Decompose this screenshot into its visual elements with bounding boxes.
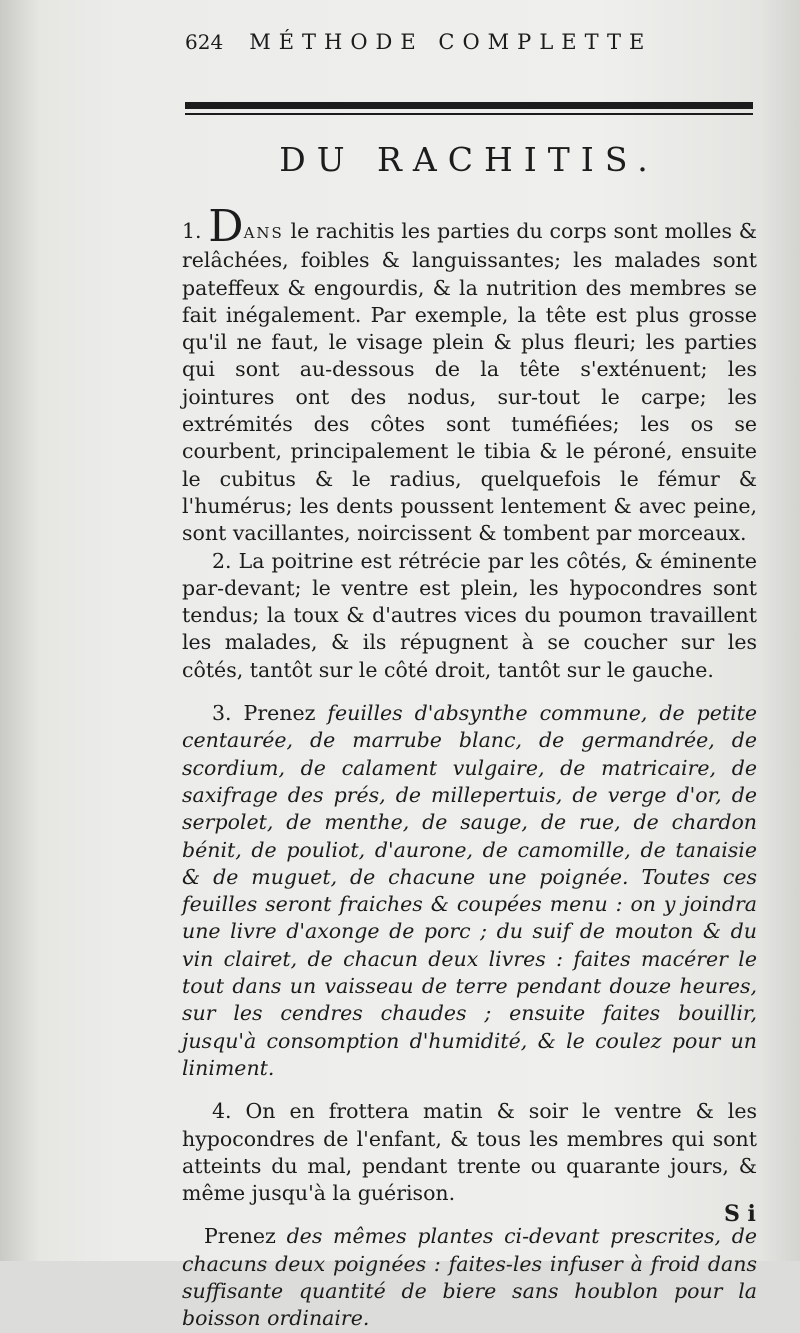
paragraph-lead: 3. Prenez xyxy=(212,701,328,726)
paragraph-lead: Prenez xyxy=(204,1224,287,1249)
header-rule-thin xyxy=(185,113,753,115)
drop-cap: D xyxy=(208,201,244,252)
paragraph-2: 2. La poitrine est rétrécie par les côtés, & éminente par-devant; le ventre est plein, les hypocondres sont tendus; la toux & d'autres vices du poumon travaillent les malades, & ils répugnent à se coucher sur les côtés, tantôt sur le côté droit, tantôt sur le gauche. xyxy=(182,548,757,682)
paragraph-5 xyxy=(182,1223,757,1332)
running-title: MÉTHODE COMPLETTE xyxy=(249,30,653,54)
small-caps: ANS xyxy=(243,224,284,242)
recipe-text: des mêmes plantes ci-devant prescrites, de chacuns deux poignées : faites-les infuser à froid dans suffisante quantité de biere sans houblon pour la boisson ordinaire. xyxy=(182,1224,757,1331)
paragraph-text: le rachitis les parties du corps sont molles & relâchées, foibles & languissantes; les malades sont pateffeux & engourdis, & la nutrition des membres se fait inégalement. Par exemple, la tête est plus grosse qu'il ne faut, le visage plein & plus fleuri; les parties qui sont au-dessous de la tête s'exténuent; les jointures ont des nodus, sur-tout le carpe; les extrémités des côtes sont tuméfiées; les os se courbent, principalement le tibia & le péroné, ensuite le cubitus & le radius, quelquefois le fémur & l'humérus; les dents poussent lentement & avec peine, sont vacillantes, noircissent & tombent par morceaux. xyxy=(182,219,757,546)
page-number: 624 xyxy=(185,30,224,54)
header-rule-thick xyxy=(185,102,753,109)
body-text xyxy=(182,201,758,1333)
paragraph-4: 4. On en frottera matin & soir le ventre & les hypocondres de l'enfant, & tous les membres qui sont atteints du mal, pendant trente ou quarante jours, & même jusqu'à la guérison. xyxy=(182,1099,757,1206)
signature-mark: S i xyxy=(724,1201,756,1227)
recipe-text: feuilles d'absynthe commune, de petite centaurée, de marrube blanc, de germandrée, de scordium, de calament vulgaire, de matricaire, de saxifrage des prés, de millepertuis, de verge d'or, de serpolet, de menthe, de sauge, de rue, de chardon bénit, de pouliot, d'aurone, de camomille, de tanaisie & de muguet, de chacune une poignée. Toutes ces feuilles seront fraiches & coupées menu : on y joindra une livre d'axonge de porc ; du suif de mouton & du vin clairet, de chacun deux livres : faites macérer le tout dans un vaisseau de terre pendant douze heures, sur les cendres chaudes ; ensuite faites bouillir, jusqu'à consomption d'humidité, & le coulez pour un liniment. xyxy=(182,701,758,1080)
paragraph-3 xyxy=(182,700,757,1082)
page-header xyxy=(185,30,685,70)
paragraph-1 xyxy=(182,201,757,548)
chapter-title: DU RACHITIS. xyxy=(279,140,659,179)
paragraph-number: 1. xyxy=(182,219,202,243)
